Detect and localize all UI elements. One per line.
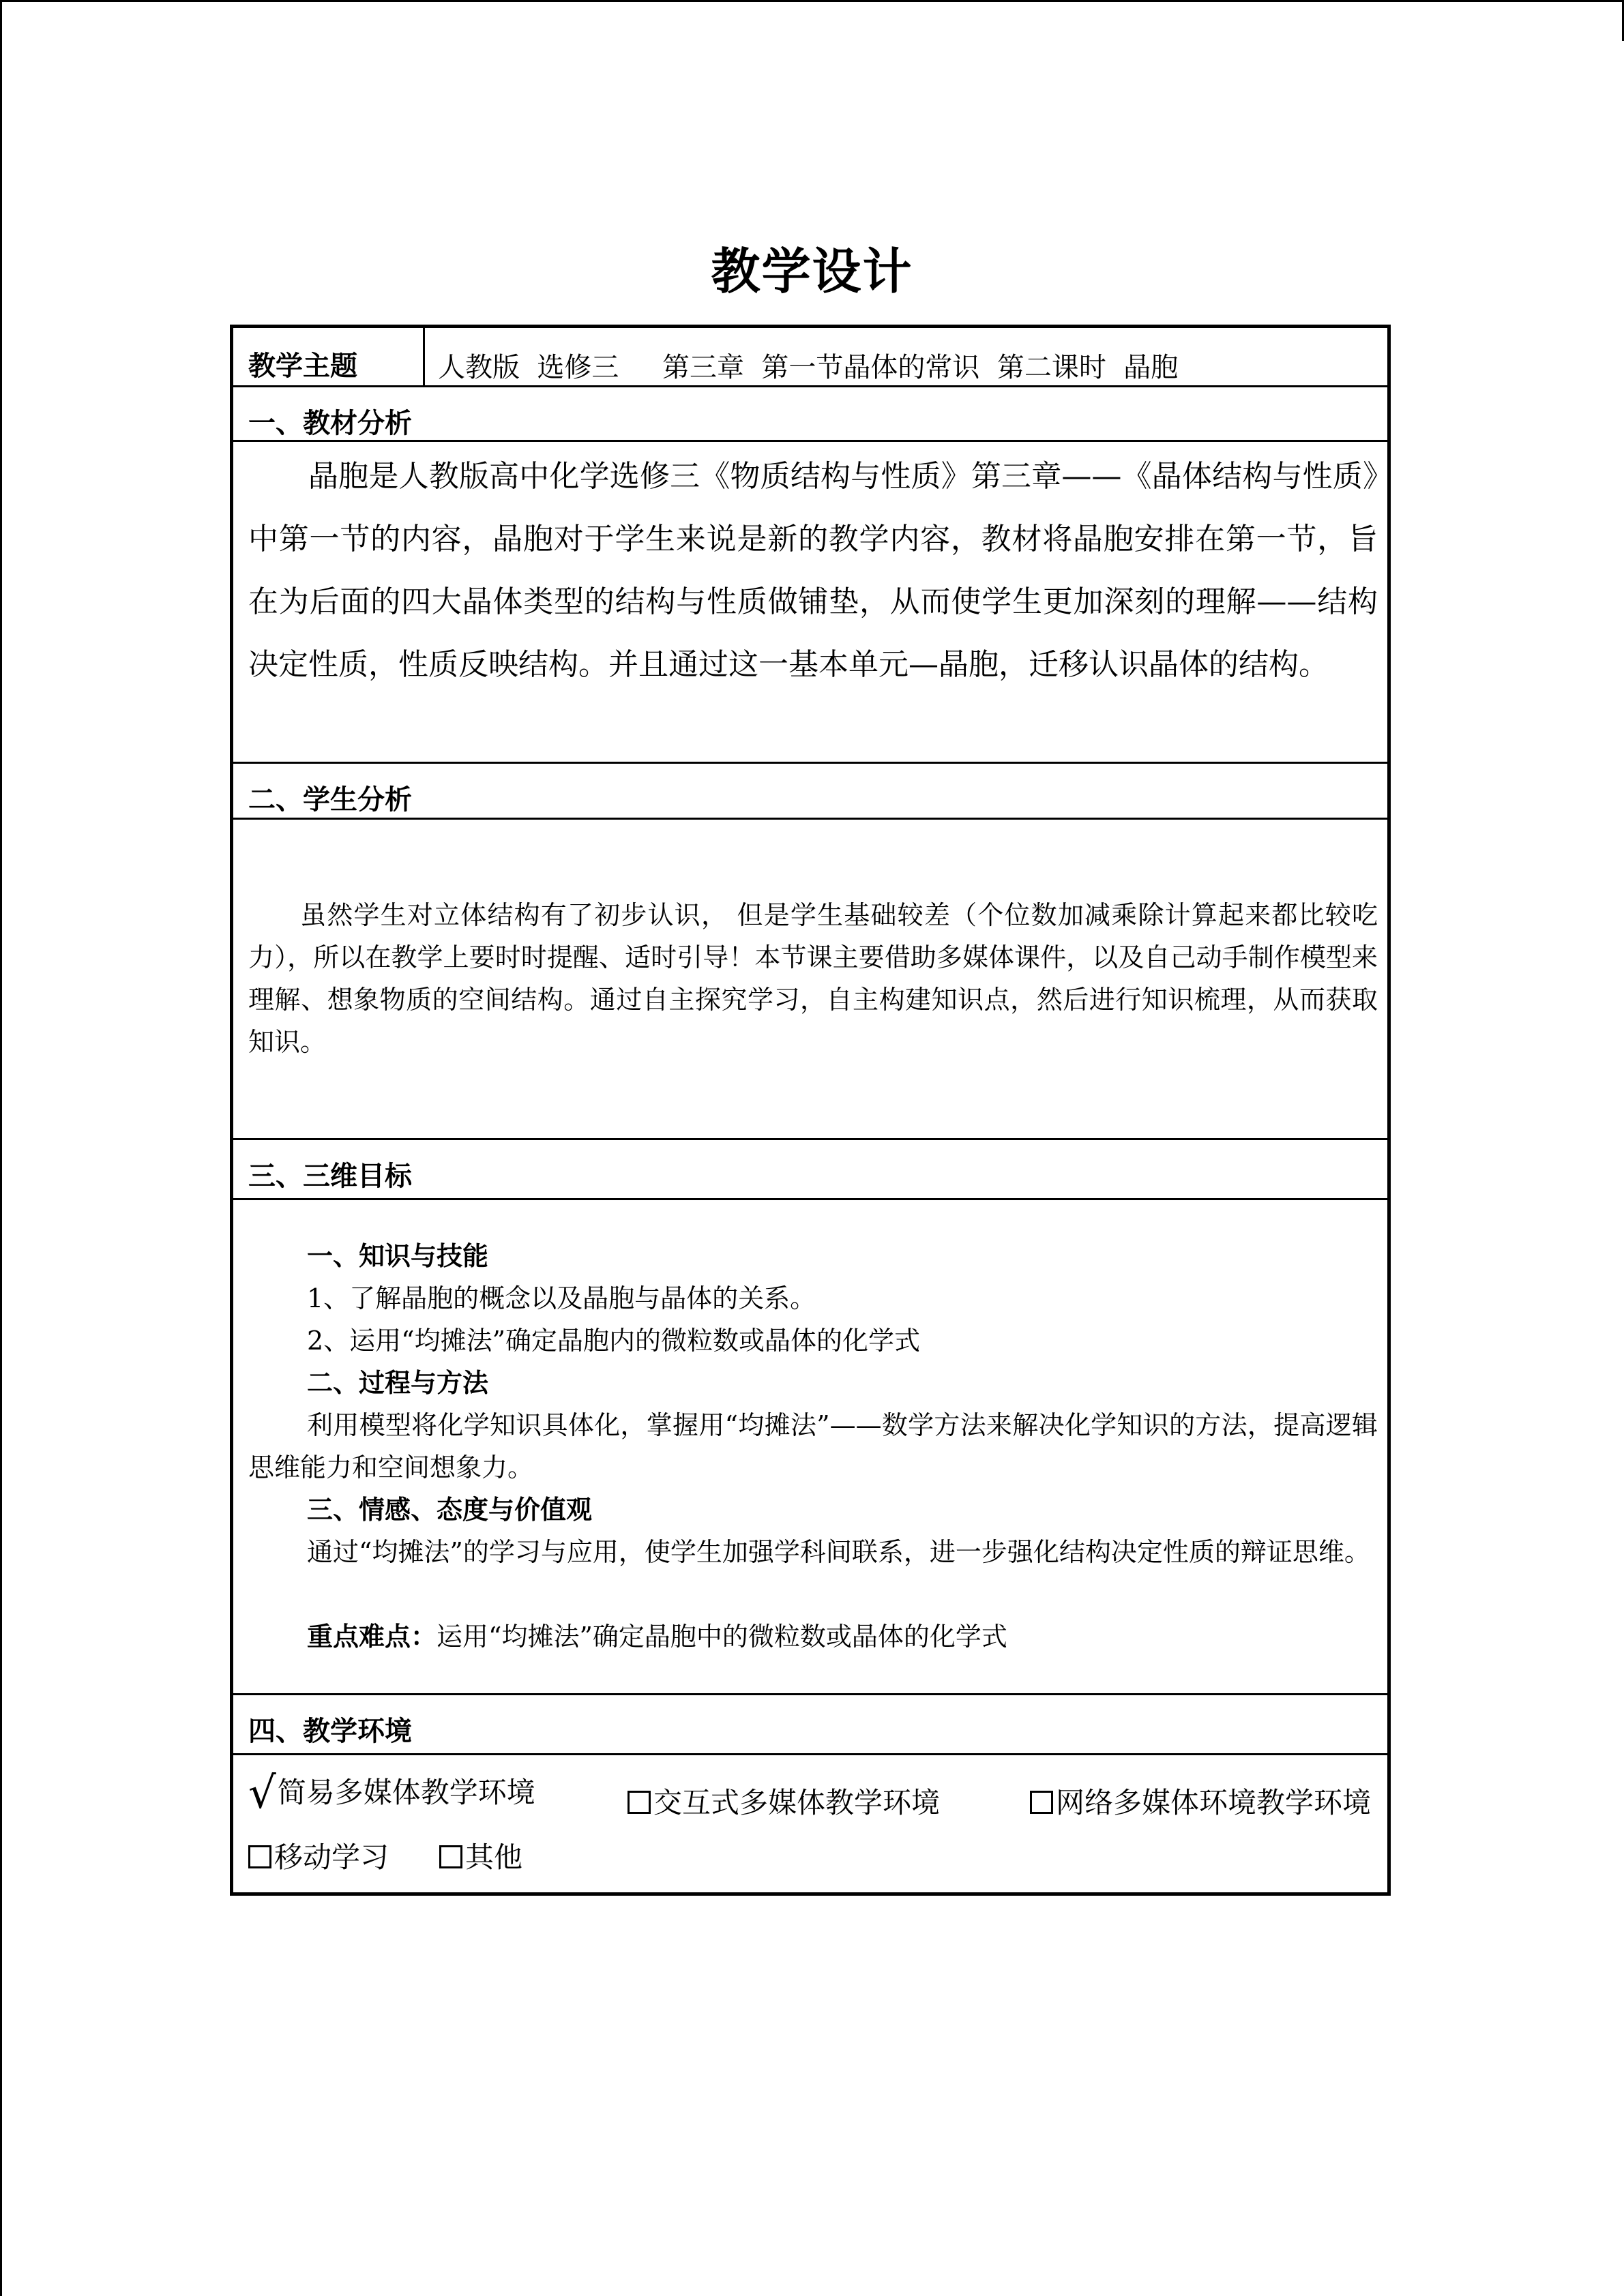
row-divider — [233, 440, 1387, 442]
section-4-heading: 四、教学环境 — [248, 1716, 412, 1747]
row-divider — [233, 1198, 1387, 1200]
section-2-paragraph: 虽然学生对立体结构有了初步认识， 但是学生基础较差（个位数加减乘除计算起来都比较吃力），所以在教学上要时时提醒、适时引导！本节课主要借助多媒体课件，以及自己动手制作模型来理解、想象物质的空间结构。通过自主探究学习，自主构建知识点，然后进行知识梳理，从而获取知识。 — [248, 900, 1378, 1057]
topic-divider — [423, 328, 425, 385]
env-option-label: 网络多媒体环境教学环境 — [1056, 1786, 1372, 1819]
env-option-simple-multimedia[interactable] — [248, 1768, 535, 1819]
topic-value: 人教版 选修三 第三章 第一节晶体的常识 第二课时 晶胞 — [438, 352, 1179, 383]
topic-row — [233, 328, 1387, 385]
row-divider — [233, 1138, 1387, 1140]
checkbox-icon — [1030, 1791, 1053, 1814]
key-difficulty — [248, 1615, 1436, 1658]
section-3-heading: 三、三维目标 — [248, 1161, 412, 1192]
row-divider — [233, 1753, 1387, 1755]
knowledge-item-1: 1、了解晶胞的概念以及晶胞与晶体的关系。 — [307, 1283, 816, 1313]
env-option-other[interactable] — [439, 1835, 522, 1876]
env-option-network-multimedia[interactable] — [1030, 1780, 1371, 1821]
emotion-values-text: 通过“均摊法”的学习与应用，使学生加强学科间联系，进一步强化结构决定性质的辩证思维。 — [307, 1537, 1370, 1567]
topic-label: 教学主题 — [248, 351, 357, 382]
env-option-label: 其他 — [465, 1840, 523, 1874]
checkbox-icon — [439, 1845, 462, 1868]
key-difficulty-text: 运用“均摊法”确定晶胞中的微粒数或晶体的化学式 — [437, 1622, 1007, 1652]
row-divider — [233, 762, 1387, 764]
check-mark-icon: √ — [248, 1768, 276, 1819]
knowledge-skills-title: 一、知识与技能 — [307, 1241, 489, 1271]
section-1-paragraph: 晶胞是人教版高中化学选修三《物质结构与性质》第三章——《晶体结构与性质》中第一节的内容，晶胞对于学生来说是新的教学内容，教材将晶胞安排在第一节，旨在为后面的四大晶体类型的结构与性质做铺垫，从而使学生更加深刻的理解——结构决定性质，性质反映结构。并且通过这一基本单元—晶胞，迁移认识晶体的结构。 — [248, 459, 1378, 682]
process-methods-title: 二、过程与方法 — [307, 1368, 489, 1398]
env-option-mobile-learning[interactable] — [248, 1835, 389, 1876]
lesson-plan-table — [230, 325, 1391, 1896]
document-title: 教学设计 — [711, 243, 913, 300]
process-methods-text: 利用模型将化学知识具体化，掌握用“均摊法”——数学方法来解决化学知识的方法，提高逻辑思维能力和空间想象力。 — [248, 1410, 1378, 1482]
key-difficulty-label: 重点难点： — [307, 1622, 437, 1652]
env-option-label: 交互式多媒体教学环境 — [653, 1786, 941, 1819]
row-divider — [233, 818, 1387, 820]
page-left-border — [0, 0, 2, 2296]
env-option-label: 移动学习 — [274, 1840, 389, 1874]
page-top-border — [0, 0, 1624, 2]
section-1-heading: 一、教材分析 — [248, 408, 412, 439]
row-divider — [233, 1693, 1387, 1695]
section-2-heading: 二、学生分析 — [248, 784, 412, 816]
env-option-label: 简易多媒体教学环境 — [277, 1776, 535, 1809]
row-divider — [233, 385, 1387, 387]
checkbox-icon — [248, 1845, 271, 1868]
env-option-interactive-multimedia[interactable] — [628, 1780, 940, 1821]
emotion-values-title: 三、情感、态度与价值观 — [307, 1495, 593, 1525]
knowledge-item-2: 2、运用“均摊法”确定晶胞内的微粒数或晶体的化学式 — [307, 1326, 921, 1356]
checkbox-icon — [628, 1791, 651, 1814]
